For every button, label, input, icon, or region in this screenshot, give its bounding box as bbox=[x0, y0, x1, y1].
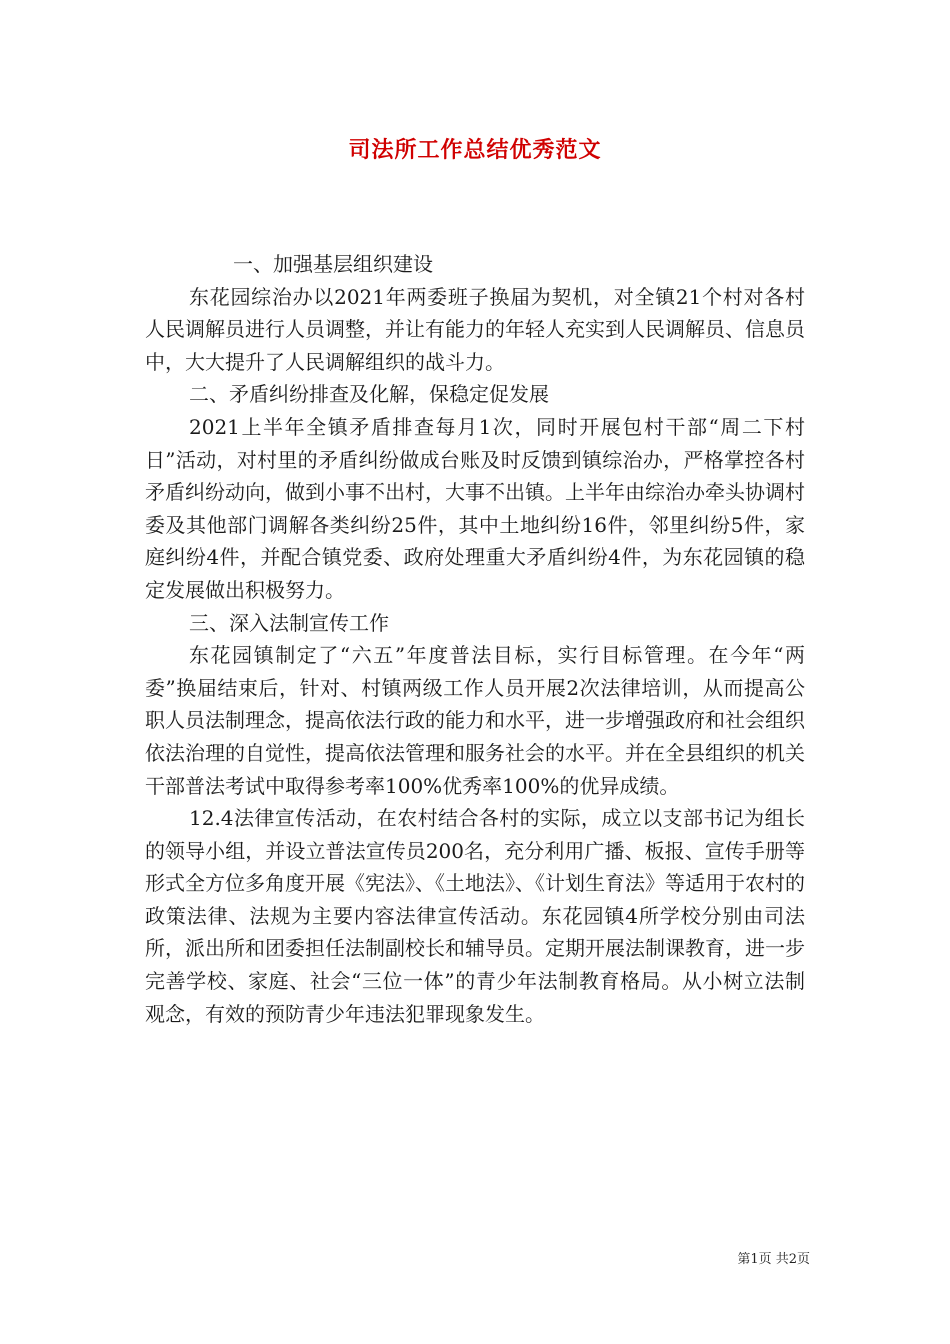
paragraph-3: 东花园镇制定了“六五”年度普法目标，实行目标管理。在今年“两委”换届结束后，针对、村镇两级工作人员开展2次法律培训，从而提高公职人员法制理念，提高依法行政的能力和水平，进一步增强政府和社会组织依法治理的自觉性，提高依法管理和服务社会的水平。并在全县组织的机关干部普法考试中取得参考率100%优秀率100%的优异成绩。 bbox=[145, 643, 805, 798]
paragraph-2: 2021上半年全镇矛盾排查每月1次，同时开展包村干部“周二下村日”活动，对村里的矛盾纠纷做成台账及时反馈到镇综治办，严格掌控各村矛盾纠纷动向，做到小事不出村，大事不出镇。上半年由综治办牵头协调村委及其他部门调解各类纠纷25件，其中土地纠纷16件，邻里纠纷5件，家庭纠纷4件，并配合镇党委、政府处理重大矛盾纠纷4件，为东花园镇的稳定发展做出积极努力。 bbox=[145, 414, 805, 602]
paragraph-4: 12.4法律宣传活动，在农村结合各村的实际，成立以支部书记为组长的领导小组，并设立普法宣传员200名，充分利用广播、板报、宣传手册等形式全方位多角度开展《宪法》、《土地法》、《计划生育法》等适用于农村的政策法律、法规为主要内容法律宣传活动。东花园镇4所学校分别由司法所，派出所和团委担任法制副校长和辅导员。定期开展法制课教育，进一步完善学校、家庭、社会“三位一体”的青少年法制教育格局。从小树立法制观念，有效的预防青少年违法犯罪现象发生。 bbox=[145, 806, 805, 1026]
document-body bbox=[145, 248, 805, 1030]
paragraph-1: 东花园综治办以2021年两委班子换届为契机，对全镇21个村对各村人民调解员进行人员调整，并让有能力的年轻人充实到人民调解员、信息员中，大大提升了人民调解组织的战斗力。 bbox=[145, 284, 805, 374]
document-title: 司法所工作总结优秀范文 bbox=[348, 137, 602, 163]
page-number: 第1页 共2页 bbox=[737, 1252, 810, 1267]
section-heading-2: 二、矛盾纠纷排查及化解，保稳定促发展 bbox=[189, 382, 549, 407]
section-heading-3: 三、深入法制宣传工作 bbox=[189, 610, 389, 635]
section-heading-1: 一、加强基层组织建设 bbox=[233, 252, 433, 276]
